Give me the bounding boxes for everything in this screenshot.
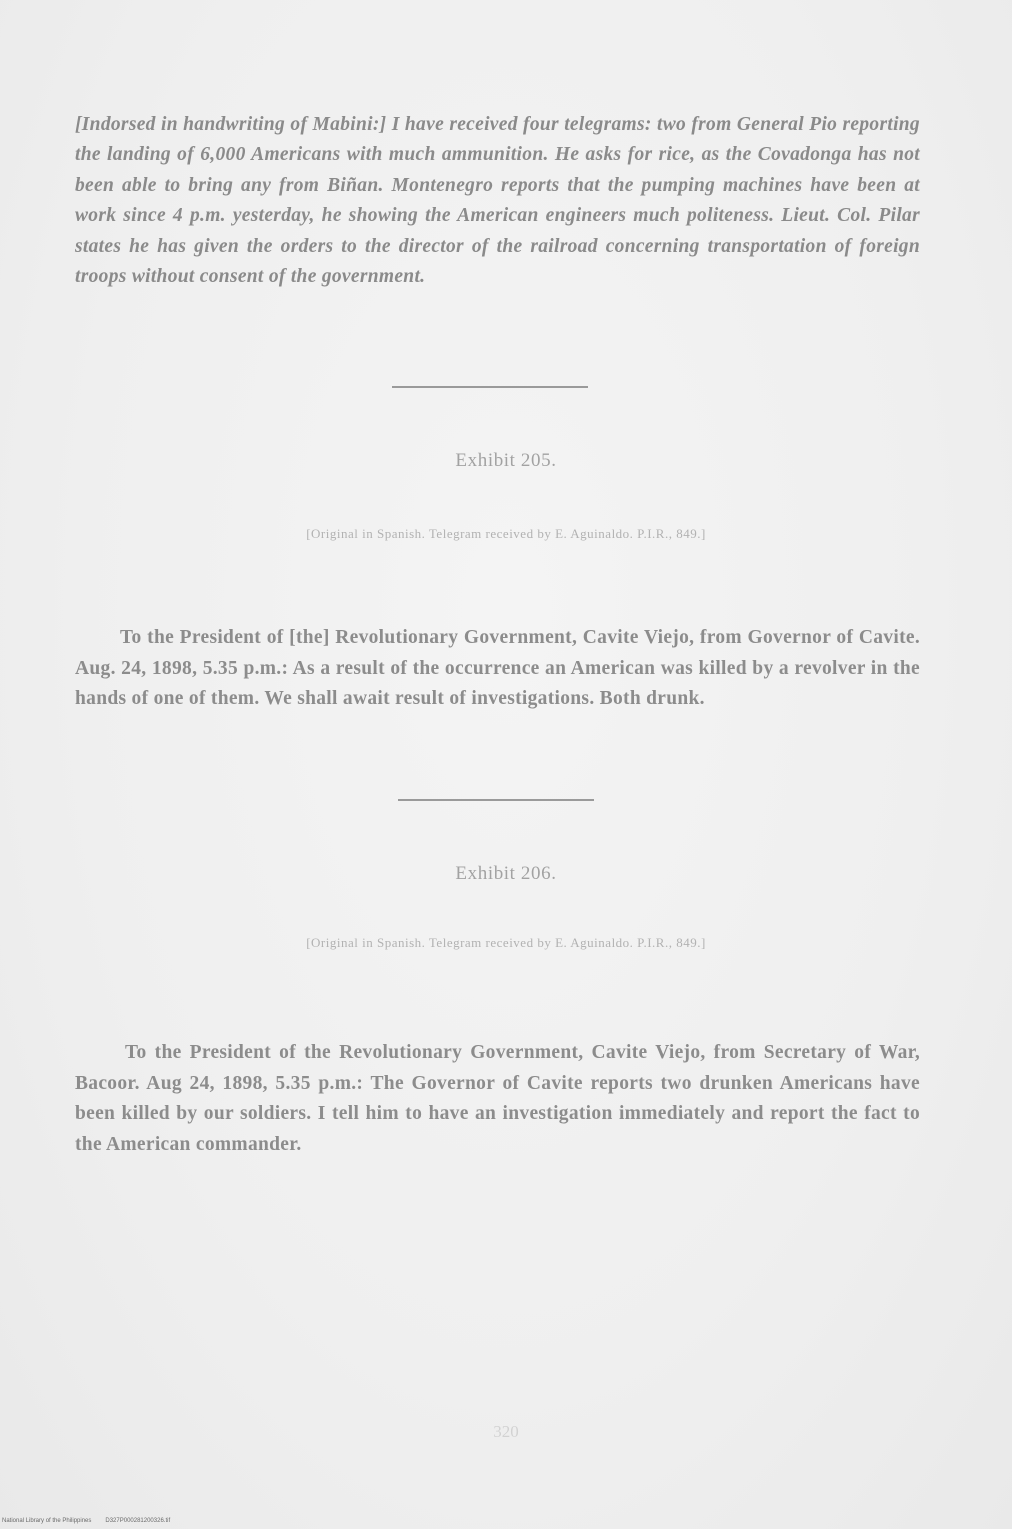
exhibit-205-heading: Exhibit 205.	[455, 450, 557, 471]
endorsement-paragraph	[75, 110, 920, 293]
library-credit: National Library of the Philippines	[2, 1518, 92, 1524]
exhibit-206-body: To the President of the Revolutionary Government, Cavite Viejo, from Secretary of War, Bacoor. Aug 24, 1898, 5.35 p.m.: The Governor of Cavite reports two drunken Americans have been killed by our soldiers. I tell him to have an investigation immediately and report the fact to the American commander.	[75, 1042, 920, 1155]
endorsement-lead: [Indorsed in handwriting of Mabini:]	[75, 113, 387, 135]
section-divider	[392, 386, 588, 388]
scan-credit	[2, 1518, 184, 1524]
exhibit-206-source-note: [Original in Spanish. Telegram received by E. Aguinaldo. P.I.R., 849.]	[306, 935, 706, 950]
section-divider	[398, 799, 594, 801]
endorsement-text: I have received four telegrams: two from General Pio reporting the landing of 6,000 Americans with much ammunition. He asks for rice, as the Covadonga has not been able to bring any from Biñan. Montenegro reports that the pumping machines have been at work since 4 p.m. yesterday, he showing the American engineers much politeness. Lieut. Col. Pilar states he has given the orders to the director of the railroad concerning transportation of foreign troops without consent of the government.	[75, 113, 920, 287]
exhibit-205-source-note: [Original in Spanish. Telegram received by E. Aguinaldo. P.I.R., 849.]	[306, 526, 706, 541]
exhibit-205-body: To the President of [the] Revolutionary Government, Cavite Viejo, from Governor of Cavite. Aug. 24, 1898, 5.35 p.m.: As a result of the occurrence an American was killed by a revolver in the hands of one of them. We shall await result of investigations. Both drunk.	[75, 627, 920, 709]
page-number: 320	[493, 1422, 519, 1441]
scan-identifier: D327P000281200326.tif	[105, 1518, 171, 1524]
exhibit-206-heading: Exhibit 206.	[455, 863, 557, 884]
